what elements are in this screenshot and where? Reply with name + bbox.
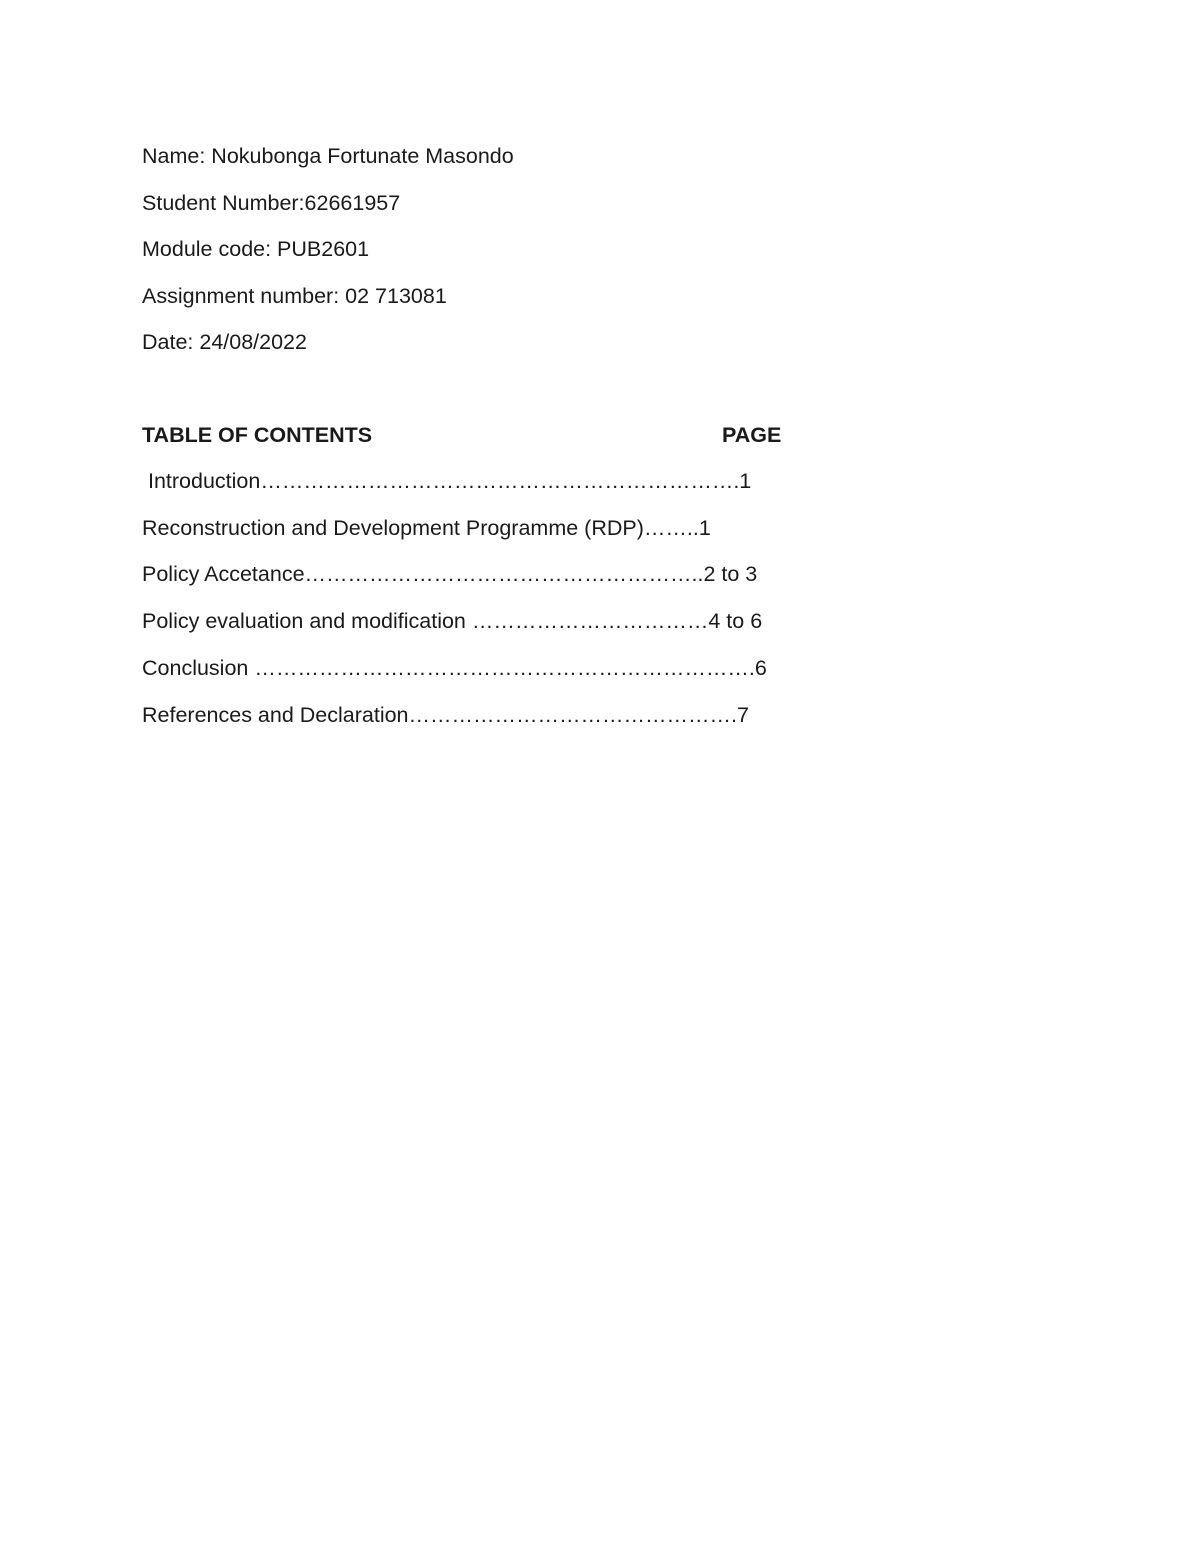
toc-entry-policy-evaluation: Policy evaluation and modification ……………………………4 to 6 xyxy=(142,609,763,633)
toc-page-header: PAGE xyxy=(722,423,782,447)
assignment-number: Assignment number: 02 713081 xyxy=(142,284,447,308)
toc-entry-introduction: Introduction………………………………………………………….1 xyxy=(142,469,752,493)
toc-entry-conclusion: Conclusion …………………………………………………………….6 xyxy=(142,656,767,680)
toc-entry-rdp: Reconstruction and Development Programme (RDP)……..1 xyxy=(142,516,711,540)
student-name: Name: Nokubonga Fortunate Masondo xyxy=(142,144,514,168)
toc-entry-policy-acceptance: Policy Accetance………………………………………………..2 to 3 xyxy=(142,562,758,586)
submission-date: Date: 24/08/2022 xyxy=(142,330,307,354)
module-code: Module code: PUB2601 xyxy=(142,237,370,261)
student-number: Student Number:62661957 xyxy=(142,191,401,215)
toc-title: TABLE OF CONTENTS xyxy=(142,423,373,447)
toc-entry-references: References and Declaration……………………………………….7 xyxy=(142,703,749,727)
